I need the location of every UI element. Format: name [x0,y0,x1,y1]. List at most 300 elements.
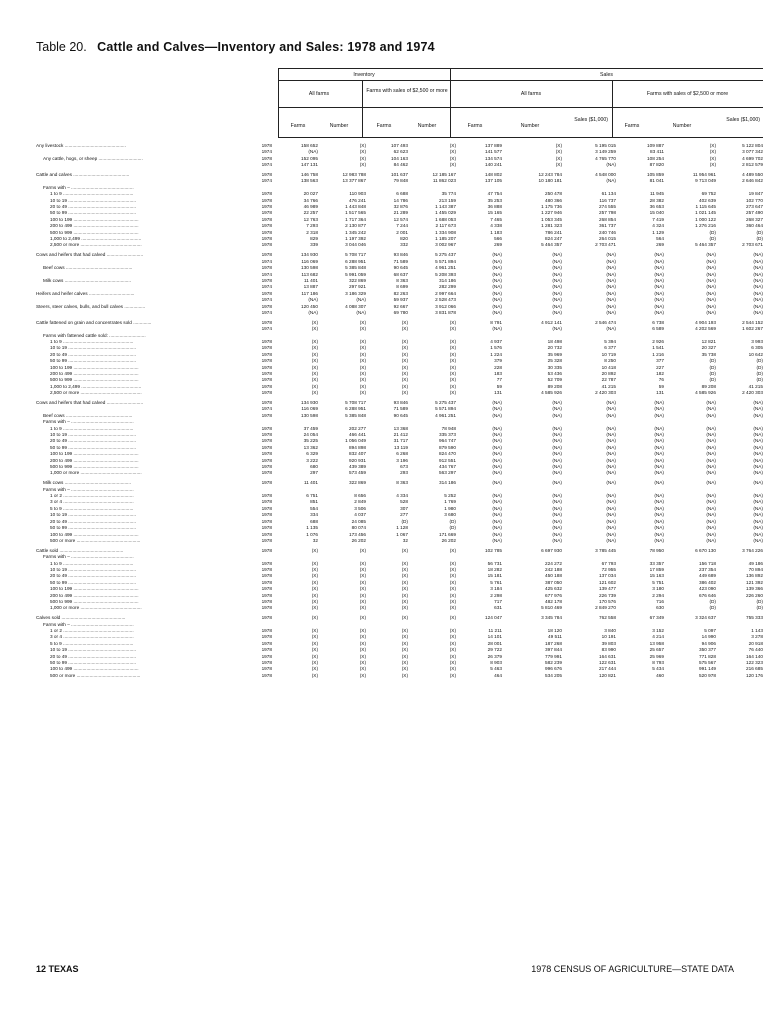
table-cell: 4 037 [354,512,366,518]
table-cell: 68 637 [393,271,408,277]
table-cell: (NA) [654,505,664,511]
table-cell: 33 357 [649,560,664,566]
table-cell: 20 918 [748,640,763,646]
table-cell: (X) [401,605,408,611]
table-cell: (NA) [753,518,763,524]
table-cell: 14 990 [701,634,716,640]
table-cell: 15 165 [487,210,502,216]
table-row [36,538,763,544]
table-cell: 322 869 [349,480,366,486]
table-cell: 2 117 673 [435,223,456,229]
table-cell: 237 354 [699,566,716,572]
table-cell: 4 202 569 [695,326,716,332]
table-cell: (X) [709,143,716,148]
table-cell: 20 732 [547,345,562,351]
table-cell: (NA) [706,277,716,283]
table-cell: (NA) [552,297,562,303]
table-cell: 6 268 [396,451,408,457]
table-cell: 277 [400,512,408,518]
table-cell: 1 276 216 [695,223,716,229]
row-label: 50 to 99 .................................................... [50,579,136,585]
row-label: 50 to 99 .................................................... [50,660,136,666]
table-cell: 83 990 [601,647,616,653]
table-cell: (X) [449,579,456,585]
table-cell: 2 544 152 [742,319,763,325]
table-cell: 8 363 [396,277,408,283]
table-cell: (X) [401,338,408,344]
table-cell: (X) [401,666,408,672]
table-cell: 139 366 [746,586,763,592]
table-cell: 47 754 [487,191,502,197]
table-cell: (NA) [654,525,664,531]
table-cell: 480 366 [545,197,562,203]
table-cell: (NA) [753,252,763,258]
table-cell: 152 095 [301,155,318,161]
row-label: 200 to 499 .................................................. [50,592,139,598]
table-cell: 35 738 [701,351,716,357]
table-cell: (NA) [654,425,664,431]
table-cell: (NA) [654,412,664,418]
table-cell: 78 950 [649,547,664,553]
table-cell: 26 202 [441,537,456,543]
table-cell: (X) [311,547,318,553]
table-cell: (X) [311,627,318,633]
table-cell: 110 903 [349,191,366,197]
table-cell: (NA) [552,432,562,438]
table-cell: (X) [311,370,318,376]
table-cell: 5 394 [604,338,616,344]
table-cell: 92 667 [393,303,408,309]
table-cell: (NA) [706,512,716,518]
table-cell: 116 069 [301,406,318,412]
table-cell: (X) [449,377,456,383]
table-cell: (X) [311,351,318,357]
table-cell: 5 810 469 [541,605,562,611]
table-cell: (NA) [753,438,763,444]
table-cell: 1 128 [396,525,408,531]
table-cell: (NA) [753,406,763,412]
table-cell: (NA) [492,252,502,258]
row-label: 1 to 9 ...................................................... [50,560,134,566]
table-cell: (NA) [552,406,562,412]
table-cell: 13 368 [393,425,408,431]
col-farms: Farms [624,123,640,129]
table-cell: (NA) [654,493,664,499]
table-cell: 122 631 [599,660,616,666]
table-cell: 121 602 [599,579,616,585]
row-label: 1,000 or more ............................................... [50,605,142,611]
table-cell: (X) [449,598,456,604]
table-cell: (NA) [654,265,664,271]
row-label: 20 to 49 .................................................... [50,573,136,579]
table-cell: 90 645 [393,412,408,418]
table-cell: (NA) [492,537,502,543]
row-label: 10 to 19 .................................................... [50,197,136,203]
table-cell: 8 250 [604,358,616,364]
table-cell: 269 [656,242,664,248]
table-cell: 297 [310,470,318,476]
table-cell: (NA) [552,493,562,499]
table-cell: 3 196 [396,457,408,463]
row-year: 1974 [261,326,272,332]
row-year: 1978 [261,143,272,148]
table-cell: 117 186 [301,290,318,296]
table-cell: 41 215 [601,383,616,389]
table-cell: (NA) [308,309,318,315]
table-cell: (X) [401,370,408,376]
table-cell: (X) [401,573,408,579]
table-cell: 1 143 387 [435,204,456,210]
table-cell: 4 585 926 [695,390,716,396]
table-cell: 631 [494,605,502,611]
table-cell: 1 053 345 [541,216,562,222]
table-cell: 1 769 [444,499,456,505]
table-cell: 35 969 [547,351,562,357]
row-year: 1978 [261,383,272,389]
table-cell: (X) [555,149,562,155]
row-year: 1978 [261,252,272,258]
row-label: 200 to 499 .................................................. [50,223,139,229]
table-cell: 4 904 193 [695,319,716,325]
table-cell: (NA) [706,537,716,543]
table-cell: 339 [310,242,318,248]
table-cell: (NA) [706,303,716,309]
table-cell: 5 761 [490,579,502,585]
row-year: 1978 [261,216,272,222]
table-cell: 361 737 [599,223,616,229]
row-year: 1974 [261,162,272,168]
table-cell: 2 294 [652,592,664,598]
table-cell: 573 459 [349,470,366,476]
row-label: 5 to 9 ...................................................... [50,640,134,646]
row-year: 1978 [261,338,272,344]
table-cell: (X) [449,143,456,148]
table-cell: (NA) [706,406,716,412]
row-label: 10 to 19 .................................................... [50,512,136,518]
table-cell: 3 506 [354,505,366,511]
col-farms: Farms [376,123,392,129]
table-cell: 786 241 [545,229,562,235]
table-cell: 1 281 323 [541,223,562,229]
table-cell: 1 334 908 [435,229,456,235]
table-cell: 257 798 [599,210,616,216]
table-cell: (NA) [753,470,763,476]
row-year: 1978 [261,364,272,370]
table-cell: (X) [401,640,408,646]
table-cell: (X) [449,573,456,579]
table-cell: (X) [401,660,408,666]
table-cell: (NA) [706,457,716,463]
table-cell: 314 186 [439,277,456,283]
table-cell: (NA) [753,512,763,518]
table-cell: 14 101 [487,634,502,640]
table-cell: 108 254 [647,155,664,161]
row-year: 1974 [261,309,272,315]
table-cell: (NA) [606,252,616,258]
table-cell: 1 216 [652,351,664,357]
row-year: 1978 [261,615,272,621]
table-cell: (X) [401,627,408,633]
row-label: 20 to 49 .................................................... [50,653,136,659]
table-cell: (NA) [492,438,502,444]
table-cell: (X) [359,573,366,579]
row-label: Milk cows ................................................... [43,480,132,486]
table-cell: 1 224 [490,351,502,357]
table-cell: 20 327 [701,345,716,351]
table-cell: 297 921 [349,284,366,290]
table-cell: 30 335 [547,364,562,370]
table-cell: 423 090 [699,586,716,592]
table-cell: 4 961 251 [435,412,456,418]
table-cell: (X) [311,319,318,325]
row-year: 1978 [261,265,272,271]
table-cell: (NA) [492,400,502,405]
row-year: 1978 [261,464,272,470]
table-cell: 3 324 637 [695,615,716,621]
table-cell: 563 297 [439,470,456,476]
table-cell: 7 419 [652,216,664,222]
table-cell: 779 991 [545,653,562,659]
table-cell: 67 349 [649,615,664,621]
table-cell: (X) [311,586,318,592]
table-cell: 1 175 736 [541,204,562,210]
header-sales-all-farms: All farms [520,91,542,97]
table-cell: 13 377 867 [342,178,366,184]
table-cell: (X) [401,326,408,332]
row-year: 1978 [261,470,272,476]
table-row [36,390,763,396]
table-cell: 146 758 [301,172,318,178]
table-cell: 228 [494,364,502,370]
table-cell: 5 708 717 [345,400,366,405]
row-label: Milk cows ................................................... [43,277,132,283]
table-cell: (NA) [753,400,763,405]
table-cell: 1 056 049 [345,438,366,444]
table-cell: 76 440 [748,647,763,653]
table-cell: (D) [756,229,763,235]
table-cell: 226 739 [599,592,616,598]
table-cell: 17 859 [649,566,664,572]
table-cell: 5 252 [444,493,456,499]
table-cell: (NA) [654,457,664,463]
table-cell: (X) [359,364,366,370]
table-cell: 1 602 267 [742,326,763,332]
table-cell: (NA) [552,284,562,290]
table-heading: Cattle and Calves—Inventory and Sales: 1978 and 1974 [97,40,435,54]
table-cell: 120 176 [746,672,763,678]
table-cell: 1 227 946 [541,210,562,216]
row-label: 20 to 49 .................................................... [50,438,136,444]
table-cell: 35 225 [303,438,318,444]
table-cell: 11 945 [650,191,664,197]
table-cell: (X) [359,143,366,148]
table-cell: 5 195 015 [595,143,616,148]
header-inventory: Inventory [353,72,375,78]
table-cell: (NA) [356,309,366,315]
table-cell: (NA) [654,480,664,486]
table-cell: (X) [311,358,318,364]
table-cell: (NA) [706,258,716,264]
table-cell: 19 847 [748,191,763,197]
table-cell: (NA) [753,531,763,537]
table-cell: 6 751 [306,493,318,499]
table-cell: (NA) [606,162,616,168]
table-cell: (NA) [654,518,664,524]
table-cell: 18 120 [547,627,562,633]
table-cell: (X) [449,162,456,168]
table-cell: 136 892 [746,573,763,579]
table-cell: (X) [311,326,318,332]
row-year: 1978 [261,547,272,553]
table-cell: (D) [709,605,716,611]
table-cell: (NA) [552,457,562,463]
table-cell: (X) [401,579,408,585]
row-label: 1,000 to 2,499 .............................................. [50,383,142,389]
row-label: 1 or 2 ...................................................... [50,493,134,499]
table-cell: 1 517 565 [345,210,366,216]
table-cell: 4 334 [396,493,408,499]
table-cell: (NA) [606,451,616,457]
table-cell: (NA) [706,518,716,524]
table-cell: (NA) [753,290,763,296]
table-cell: (NA) [706,464,716,470]
table-cell: 3 680 [444,512,456,518]
table-cell: 3 840 [604,627,616,633]
row-year: 1978 [261,666,272,672]
col-number: Number [672,123,692,129]
table-cell: 762 558 [599,615,616,621]
table-cell: (X) [709,162,716,168]
table-cell: 113 682 [301,271,318,277]
table-cell: 528 [400,499,408,505]
table-cell: (NA) [753,309,763,315]
table-cell: 240 746 [599,229,616,235]
table-cell: 12 821 [701,338,716,344]
row-label: 10 to 19 .................................................... [50,345,136,351]
table-cell: 10 418 [601,364,616,370]
table-cell: (X) [311,377,318,383]
table-cell: (NA) [654,438,664,444]
row-year: 1978 [261,210,272,216]
table-cell: 62 623 [393,149,408,155]
table-cell: 4 585 926 [541,390,562,396]
table-cell: (NA) [606,525,616,531]
table-cell: (D) [709,598,716,604]
table-cell: (NA) [492,480,502,486]
table-cell: (X) [311,640,318,646]
table-cell: (NA) [552,537,562,543]
table-cell: 15 181 [487,573,502,579]
table-cell: 53 436 [547,370,562,376]
table-cell: 434 767 [439,464,456,470]
table-cell: (NA) [492,451,502,457]
table-cell: (NA) [753,537,763,543]
table-cell: (NA) [753,493,763,499]
table-cell: (NA) [654,464,664,470]
table-cell: 13 887 [303,284,318,290]
table-cell: 5 275 437 [435,400,456,405]
table-cell: 102 770 [746,197,763,203]
table-cell: 334 [310,512,318,518]
table-cell: (NA) [552,505,562,511]
row-year: 1978 [261,229,272,235]
table-cell: 8 699 [396,284,408,290]
table-cell: (NA) [552,425,562,431]
table-cell: (X) [311,653,318,659]
table-cell: (NA) [753,265,763,271]
row-year: 1978 [261,579,272,585]
table-cell: (NA) [706,432,716,438]
table-cell: (NA) [706,271,716,277]
row-year: 1974 [261,297,272,303]
row-year: 1978 [261,505,272,511]
table-cell: (X) [401,364,408,370]
table-cell: (NA) [606,457,616,463]
row-label: 100 to 499 .................................................. [50,531,139,537]
table-cell: (NA) [552,518,562,524]
table-cell: 2 703 471 [595,242,616,248]
table-cell: (NA) [606,464,616,470]
header-sales: Sales [600,72,613,78]
table-cell: (X) [311,672,318,678]
table-cell: 216 685 [746,666,763,672]
table-cell: 4 961 251 [435,265,456,271]
table-cell: (X) [359,390,366,396]
table-cell: 31 717 [393,438,408,444]
table-cell: (NA) [606,493,616,499]
table-cell: (NA) [753,444,763,450]
table-cell: 6 305 [751,345,763,351]
table-cell: 59 [496,383,502,389]
table-cell: 1 717 364 [345,216,366,222]
table-cell: 11 211 [488,627,502,633]
table-cell: (D) [709,358,716,364]
table-cell: 10 719 [601,351,616,357]
table-cell: (NA) [492,518,502,524]
row-label: Any cattle, hogs, or sheep .................................. [43,155,143,161]
row-year: 1974 [261,284,272,290]
table-cell: (NA) [706,400,716,405]
table-cell: (X) [449,653,456,659]
table-cell: (NA) [552,290,562,296]
table-cell: (NA) [753,258,763,264]
table-cell: (NA) [552,464,562,470]
table-cell: (NA) [552,326,562,332]
table-cell: (NA) [654,499,664,505]
table-cell: (NA) [753,284,763,290]
row-year: 1978 [261,197,272,203]
table-cell: 964 747 [439,438,456,444]
row-year: 1978 [261,566,272,572]
table-cell: 8 791 [490,319,502,325]
table-cell: (X) [311,605,318,611]
table-cell: 8 363 [396,480,408,486]
table-cell: 25 657 [649,647,664,653]
col-sales: Sales ($1,000) [574,117,608,123]
table-cell: (X) [449,672,456,678]
table-cell: 10 191 [601,634,616,640]
table-cell: (X) [401,319,408,325]
row-year: 1978 [261,598,272,604]
table-cell: (NA) [492,290,502,296]
table-cell: (X) [311,560,318,566]
table-cell: (X) [449,586,456,592]
table-cell: 121 392 [746,579,763,585]
table-cell: (NA) [552,438,562,444]
header-inv-farms-2500: Farms with sales of $2,500 or more [366,88,448,94]
table-cell: 575 567 [699,660,716,666]
table-cell: 466 441 [349,432,366,438]
